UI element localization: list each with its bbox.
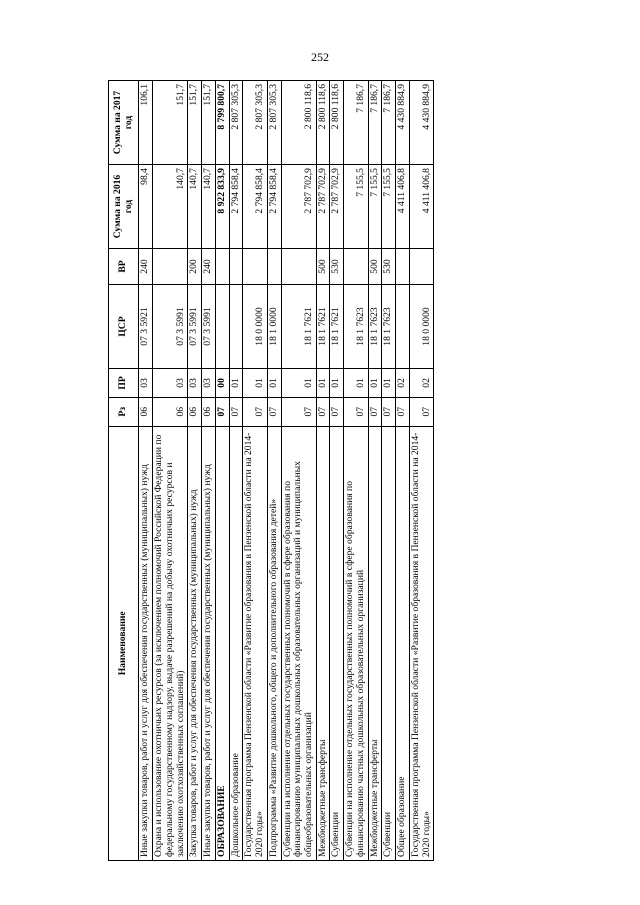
cell-pr: 00 bbox=[215, 369, 229, 398]
cell-csr: 18 1 7623 bbox=[368, 285, 382, 369]
table-row bbox=[188, 81, 202, 861]
cell-vr bbox=[153, 249, 188, 285]
table-header-row bbox=[109, 81, 139, 861]
table-row bbox=[281, 81, 316, 861]
cell-csr: 18 1 7623 bbox=[382, 285, 396, 369]
cell-sum-2017: 8 799 800,7 bbox=[215, 81, 229, 165]
cell-sum-2016: 8 922 833,9 bbox=[215, 165, 229, 249]
cell-name: Охрана и использование охотничьих ресурсов (за исключением полномочий Российской Федерации по федеральному государственному надзору, выдаче разрешений на добычу охотничьих ресурсов и заключению охотхозяйственных соглашений) bbox=[153, 426, 188, 860]
cell-sum-2016: 4 411 406,8 bbox=[396, 165, 410, 249]
cell-pr: 02 bbox=[396, 369, 410, 398]
header-name: Наименование bbox=[109, 426, 139, 860]
cell-name: Субвенции bbox=[330, 426, 344, 860]
cell-sum-2017: 2 807 305,3 bbox=[229, 81, 243, 165]
cell-rz: 06 bbox=[202, 397, 216, 426]
cell-sum-2016: 7 155,5 bbox=[344, 165, 368, 249]
table-body bbox=[139, 81, 434, 861]
table-row bbox=[382, 81, 396, 861]
cell-vr bbox=[215, 249, 229, 285]
cell-pr: 01 bbox=[281, 369, 316, 398]
header-sum-2016: Сумма на 2016 год bbox=[109, 165, 139, 249]
cell-name: Общее образование bbox=[396, 426, 410, 860]
cell-rz: 07 bbox=[215, 397, 229, 426]
cell-pr: 01 bbox=[330, 369, 344, 398]
cell-sum-2016: 140,7 bbox=[202, 165, 216, 249]
cell-vr: 500 bbox=[368, 249, 382, 285]
table-row bbox=[344, 81, 368, 861]
page-number: 252 bbox=[311, 50, 329, 64]
cell-sum-2017: 7 186,7 bbox=[368, 81, 382, 165]
cell-vr bbox=[409, 249, 433, 285]
cell-sum-2017: 4 430 884,9 bbox=[409, 81, 433, 165]
cell-csr: 07 3 5991 bbox=[188, 285, 202, 369]
table-row bbox=[139, 81, 153, 861]
table-row bbox=[243, 81, 267, 861]
cell-csr bbox=[215, 285, 229, 369]
header-csr: ЦСР bbox=[109, 285, 139, 369]
cell-vr: 500 bbox=[316, 249, 330, 285]
cell-name: Дошкольное образование bbox=[229, 426, 243, 860]
cell-name: Иные закупки товаров, работ и услуг для обеспечения государственных (муниципальных) нужд bbox=[202, 426, 216, 860]
cell-pr: 03 bbox=[139, 369, 153, 398]
cell-csr: 18 1 0000 bbox=[267, 285, 281, 369]
cell-rz: 06 bbox=[139, 397, 153, 426]
cell-rz: 07 bbox=[316, 397, 330, 426]
table-row bbox=[330, 81, 344, 861]
cell-name: Закупка товаров, работ и услуг для обеспечения государственных (муниципальных) нужд bbox=[188, 426, 202, 860]
cell-sum-2017: 151,7 bbox=[202, 81, 216, 165]
table-row bbox=[229, 81, 243, 861]
budget-table-container bbox=[108, 80, 538, 861]
table-row bbox=[316, 81, 330, 861]
header-sum-2017: Сумма на 2017 год bbox=[109, 81, 139, 165]
cell-rz: 07 bbox=[229, 397, 243, 426]
cell-pr: 03 bbox=[202, 369, 216, 398]
cell-pr: 01 bbox=[316, 369, 330, 398]
cell-sum-2016: 2 794 858,4 bbox=[229, 165, 243, 249]
cell-vr: 530 bbox=[382, 249, 396, 285]
cell-vr bbox=[229, 249, 243, 285]
cell-rz: 07 bbox=[330, 397, 344, 426]
cell-sum-2017: 7 186,7 bbox=[344, 81, 368, 165]
cell-pr: 01 bbox=[243, 369, 267, 398]
cell-pr: 01 bbox=[344, 369, 368, 398]
table-row bbox=[202, 81, 216, 861]
cell-sum-2017: 2 800 118,6 bbox=[281, 81, 316, 165]
cell-vr: 530 bbox=[330, 249, 344, 285]
cell-vr: 240 bbox=[202, 249, 216, 285]
cell-csr: 18 0 0000 bbox=[409, 285, 433, 369]
cell-csr: 07 3 5921 bbox=[139, 285, 153, 369]
cell-name: Субвенции на исполнение отдельных государственных полномочий в сфере образования по финансированию муниципальных дошкольных образовательных организаций и муниципальных общеобразовательных организаций bbox=[281, 426, 316, 860]
cell-vr bbox=[267, 249, 281, 285]
budget-table bbox=[108, 80, 434, 861]
cell-name: Межбюджетные трансферты bbox=[368, 426, 382, 860]
cell-name: ОБРАЗОВАНИЕ bbox=[215, 426, 229, 860]
cell-sum-2016: 2 794 858,4 bbox=[243, 165, 267, 249]
cell-sum-2016: 2 787 702,9 bbox=[281, 165, 316, 249]
cell-sum-2017: 2 807 305,3 bbox=[243, 81, 267, 165]
cell-rz: 07 bbox=[396, 397, 410, 426]
cell-pr: 01 bbox=[267, 369, 281, 398]
cell-sum-2016: 140,7 bbox=[153, 165, 188, 249]
cell-sum-2017: 151,7 bbox=[153, 81, 188, 165]
header-pr: ПР bbox=[109, 369, 139, 398]
header-vr: ВР bbox=[109, 249, 139, 285]
cell-csr: 18 1 7621 bbox=[330, 285, 344, 369]
cell-name: Государственная программа Пензенской области «Развитие образования в Пензенской области на 2014-2020 годы» bbox=[409, 426, 433, 860]
cell-sum-2017: 2 800 118,6 bbox=[316, 81, 330, 165]
cell-pr: 01 bbox=[368, 369, 382, 398]
cell-pr: 03 bbox=[188, 369, 202, 398]
cell-sum-2016: 140,7 bbox=[188, 165, 202, 249]
cell-rz: 07 bbox=[382, 397, 396, 426]
cell-pr: 02 bbox=[409, 369, 433, 398]
cell-csr: 07 3 5991 bbox=[153, 285, 188, 369]
cell-sum-2017: 7 186,7 bbox=[382, 81, 396, 165]
cell-rz: 07 bbox=[267, 397, 281, 426]
cell-csr: 18 1 7621 bbox=[316, 285, 330, 369]
cell-rz: 07 bbox=[281, 397, 316, 426]
cell-sum-2017: 106,1 bbox=[139, 81, 153, 165]
table-row bbox=[368, 81, 382, 861]
cell-name: Субвенции на исполнение отдельных государственных полномочий в сфере образования по финансированию частных дошкольных образовательных организаций bbox=[344, 426, 368, 860]
cell-name: Государственная программа Пензенской области «Развитие образования в Пензенской области на 2014-2020 годы» bbox=[243, 426, 267, 860]
cell-csr: 18 0 0000 bbox=[243, 285, 267, 369]
cell-rz: 07 bbox=[243, 397, 267, 426]
cell-sum-2017: 2 807 305,3 bbox=[267, 81, 281, 165]
cell-name: Субвенции bbox=[382, 426, 396, 860]
cell-vr bbox=[396, 249, 410, 285]
table-row bbox=[267, 81, 281, 861]
cell-sum-2016: 2 787 702,9 bbox=[330, 165, 344, 249]
cell-rz: 07 bbox=[368, 397, 382, 426]
cell-pr: 03 bbox=[153, 369, 188, 398]
cell-sum-2016: 7 155,5 bbox=[382, 165, 396, 249]
table-row bbox=[396, 81, 410, 861]
cell-name: Иные закупки товаров, работ и услуг для обеспечения государственных (муниципальных) нужд bbox=[139, 426, 153, 860]
cell-sum-2016: 4 411 406,8 bbox=[409, 165, 433, 249]
table-row bbox=[215, 81, 229, 861]
cell-sum-2017: 151,7 bbox=[188, 81, 202, 165]
cell-vr bbox=[281, 249, 316, 285]
table-row bbox=[409, 81, 433, 861]
cell-csr bbox=[229, 285, 243, 369]
cell-rz: 06 bbox=[153, 397, 188, 426]
cell-vr: 200 bbox=[188, 249, 202, 285]
cell-sum-2017: 2 800 118,6 bbox=[330, 81, 344, 165]
cell-csr bbox=[396, 285, 410, 369]
cell-rz: 06 bbox=[188, 397, 202, 426]
cell-sum-2016: 98,4 bbox=[139, 165, 153, 249]
header-rz: Рз bbox=[109, 397, 139, 426]
cell-rz: 07 bbox=[344, 397, 368, 426]
cell-vr: 240 bbox=[139, 249, 153, 285]
cell-csr: 18 1 7623 bbox=[344, 285, 368, 369]
cell-vr bbox=[243, 249, 267, 285]
cell-vr bbox=[344, 249, 368, 285]
cell-sum-2016: 2 787 702,9 bbox=[316, 165, 330, 249]
cell-csr: 18 1 7621 bbox=[281, 285, 316, 369]
cell-rz: 07 bbox=[409, 397, 433, 426]
cell-csr: 07 3 5991 bbox=[202, 285, 216, 369]
cell-sum-2017: 4 430 884,9 bbox=[396, 81, 410, 165]
cell-sum-2016: 7 155,5 bbox=[368, 165, 382, 249]
table-row bbox=[153, 81, 188, 861]
cell-name: Межбюджетные трансферты bbox=[316, 426, 330, 860]
cell-pr: 01 bbox=[382, 369, 396, 398]
cell-sum-2016: 2 794 858,4 bbox=[267, 165, 281, 249]
cell-pr: 01 bbox=[229, 369, 243, 398]
cell-name: Подпрограмма «Развитие дошкольного, общего и дополнительного образования детей» bbox=[267, 426, 281, 860]
